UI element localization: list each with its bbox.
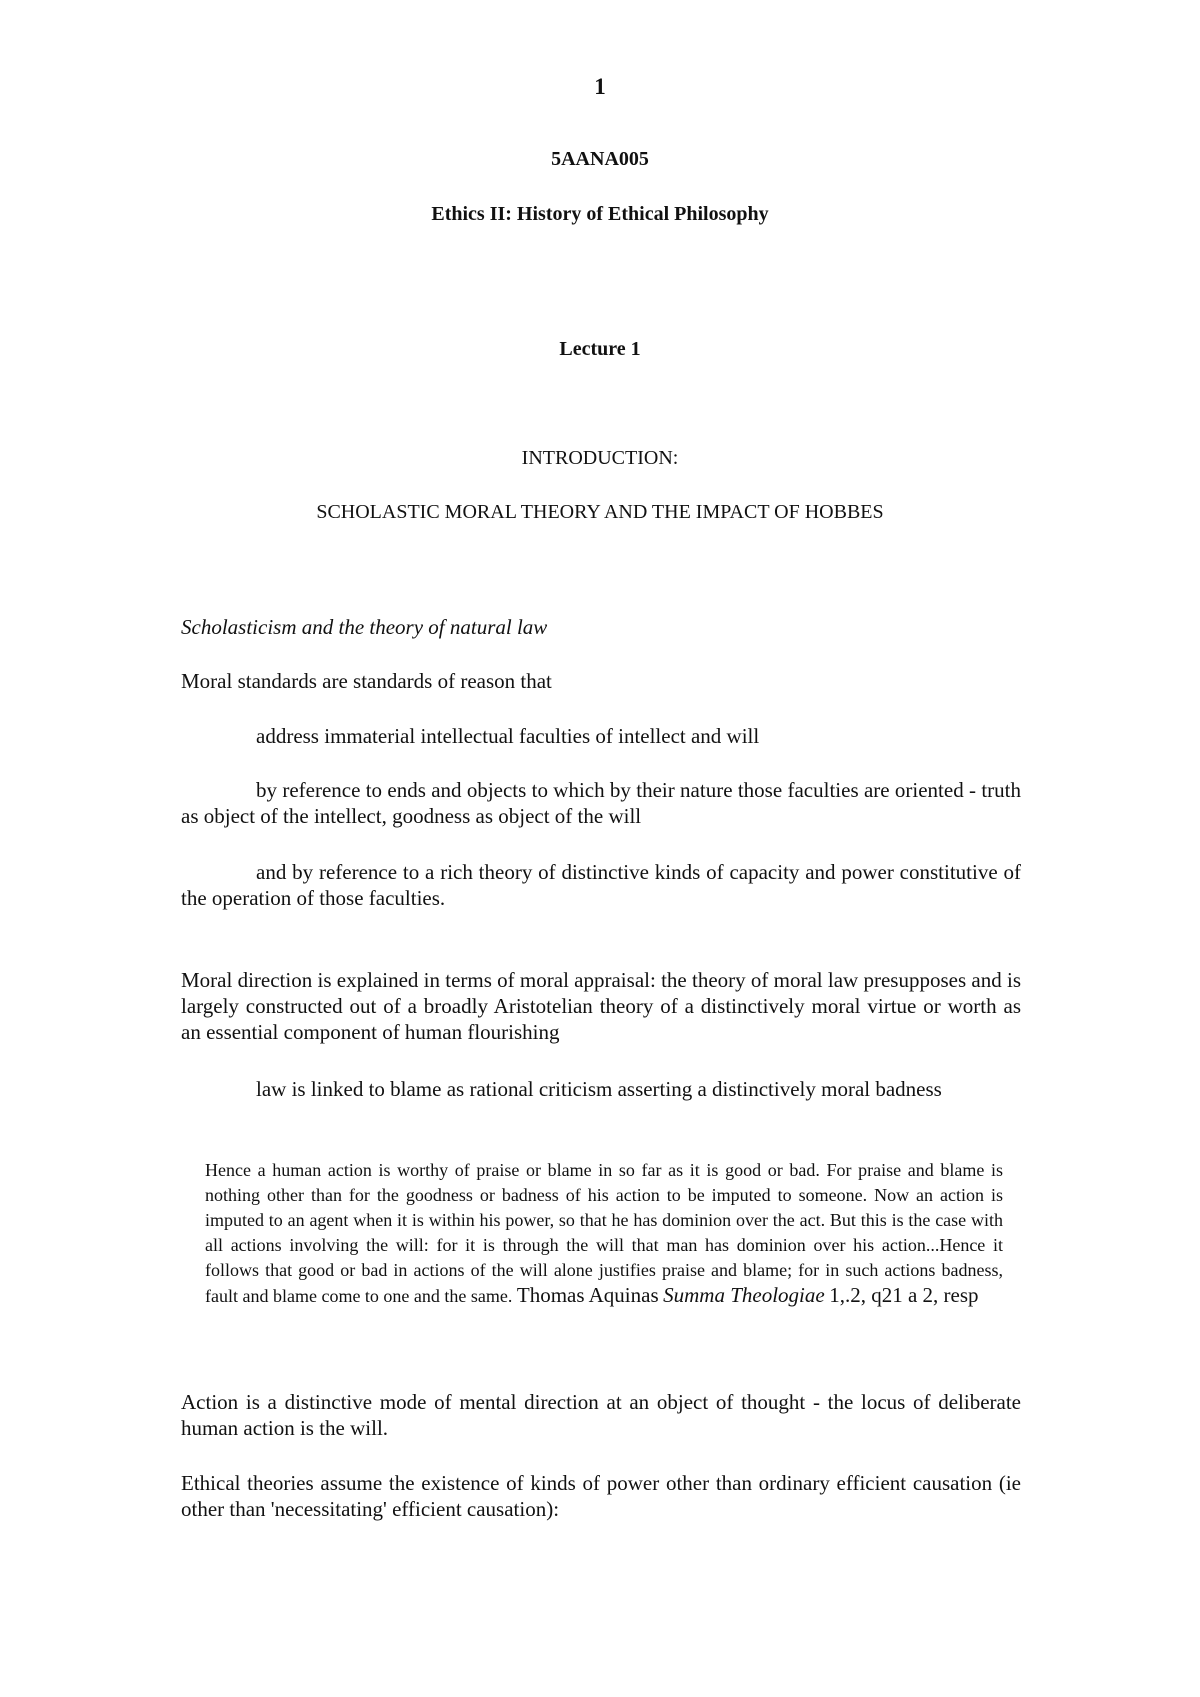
quotation-text: Hence a human action is worthy of praise or blame in so far as it is good or bad. For praise and blame is nothing other than for the goodness or badness of his action to be imputed to someone. Now an action is imputed to an agent when it is within his power, so that he has dominion over the act. But this is the case with all actions involving the will: for it is through the will that man has dominion over his action...Hence it follows that good or bad in actions of the will alone justifies praise and blame; for in such actions badness, fault and blame come to one and the same. [205, 1160, 1003, 1306]
paragraph-by-reference: by reference to ends and objects to which by their nature those faculties are oriented - truth as object of the intellect, goodness as object of the will [181, 778, 1021, 828]
paragraph-action: Action is a distinctive mode of mental direction at an object of thought - the locus of deliberate human action is the will. [181, 1390, 1021, 1440]
paragraph-moral-standards: Moral standards are standards of reason that [181, 669, 552, 693]
main-heading: SCHOLASTIC MORAL THEORY AND THE IMPACT OF HOBBES [316, 501, 884, 523]
paragraph-law-linked: law is linked to blame as rational criticism asserting a distinctively moral badness [256, 1077, 942, 1101]
paragraph-address: address immaterial intellectual faculties of intellect and will [256, 724, 760, 748]
paragraph-moral-direction: Moral direction is explained in terms of moral appraisal: the theory of moral law presupposes and is largely constructed out of a broadly Aristotelian theory of a distinctively moral virtue or worth as an essential component of human flourishing [181, 968, 1021, 1044]
paragraph-ethical-theories: Ethical theories assume the existence of kinds of power other than ordinary efficient causation (ie other than 'necessitating' efficient causation): [181, 1471, 1021, 1521]
course-title: Ethics II: History of Ethical Philosophy [431, 203, 769, 225]
quotation-work-title: Summa Theologiae [663, 1283, 825, 1307]
paragraph-rich-theory: and by reference to a rich theory of distinctive kinds of capacity and power constitutive of the operation of those faculties. [181, 860, 1021, 910]
page-number: 1 [594, 74, 606, 99]
quotation-reference: 1,.2, q21 a 2, resp [829, 1283, 979, 1307]
lecture-label: Lecture 1 [559, 338, 641, 360]
quotation-author: Thomas Aquinas [516, 1283, 659, 1307]
intro-heading: INTRODUCTION: [521, 447, 679, 469]
course-code: 5AANA005 [551, 148, 649, 170]
section-title: Scholasticism and the theory of natural law [181, 615, 548, 639]
aquinas-quotation [205, 1158, 1003, 1309]
